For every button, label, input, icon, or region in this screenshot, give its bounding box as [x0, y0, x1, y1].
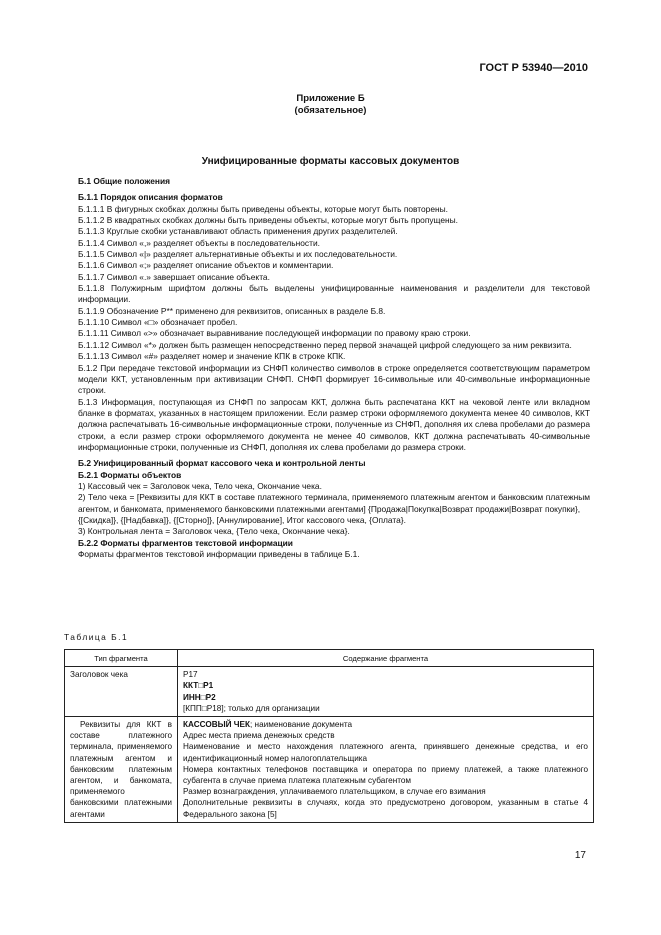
content-line: Р17: [183, 670, 198, 680]
list-item: Б.1.1.13 Символ «#» разделяет номер и значение КПК в строке КПК.: [78, 351, 346, 362]
receipt-title: КАССОВЫЙ ЧЕК: [183, 720, 250, 730]
list-item: Б.1.1.9 Обозначение Р** применено для реквизитов, описанных в разделе Б.8.: [78, 305, 386, 316]
fragment-type: Заголовок чека: [65, 667, 178, 717]
content-line: Дополнительные реквизиты в случаях, когда это предусмотрено договором, указанным в статье 4 Федерального закона [5]: [183, 798, 588, 819]
list-item: Б.1.1.1 В фигурных скобках должны быть приведены объекты, которые могут быть повторены.: [78, 203, 448, 214]
table-header-row: [65, 650, 594, 667]
section-heading-b22: Б.2.2 Форматы фрагментов текстовой информации: [78, 537, 293, 548]
main-title: Унифицированные форматы кассовых документов: [201, 156, 460, 167]
list-item: Б.1.1.3 Круглые скобки устанавливают область применения других разделителей.: [78, 226, 398, 237]
list-item: 1) Кассовый чек = Заголовок чека, Тело чека, Окончание чека.: [78, 480, 322, 491]
list-item: 3) Контрольная лента = Заголовок чека, {Тело чека, Окончание чека}.: [78, 526, 350, 537]
page-number: 17: [574, 850, 586, 861]
list-item: Б.1.1.2 В квадратных скобках должны быть приведены объекты, которые могут быть пропущены.: [78, 215, 458, 226]
content-line: Номера контактных телефонов поставщика и оператора по приему платежей, а также платежного субагента в случае приема платежа платежным субагентом: [183, 764, 588, 786]
fragment-content: [178, 717, 594, 823]
content-line: ИНН□Р2: [183, 692, 216, 702]
content-line: Наименование и место нахождения платежного агента, принявшего денежные средства, и его идентификационный номер налогоплательщика: [183, 742, 588, 763]
list-item: Б.1.1.10 Символ «□» обозначает пробел.: [78, 317, 238, 328]
content-line: [183, 719, 588, 730]
content-line: [КПП□Р18]; только для организации: [183, 703, 320, 713]
paragraph-b13: Б.1.3 Информация, поступающая из СНФП по запросам ККТ, должна быть распечатана ККТ на чековой ленте или вкладном бланке в форматах, указанных в настоящем приложении. Если размер строки оформляемого документа менее 40 символов, ККТ должна распечатывать 16-символьные информационные строки, полученные из СНФП, дополняя их слева пробелами до размера строки, а если размер строки оформляемого документа не менее 40 символов, ККТ должна распечатывать 40-символьные информационные строки, полученные из СНФП, дополняя их слева пробелами до размера строки.: [78, 396, 590, 452]
section-heading-b1: Б.1 Общие положения: [78, 176, 170, 186]
table-row: [65, 717, 594, 823]
paragraph-b12: Б.1.2 При передаче текстовой информации из СНФП количество символов в строке определяется соответствующим параметром модели ККТ, установленным при активизации СНФП. СНФП формирует 16-символьные или 40-символьные информационные строки.: [78, 362, 590, 396]
table-caption: Таблица Б.1: [64, 632, 129, 642]
document-code: ГОСТ Р 53940—2010: [479, 62, 588, 74]
fragment-type: Реквизиты для ККТ в составе платежного терминала, применяемого платежным агентом и банковским платежным агентом, и банкомата, применяемого банковскими платежными агентами: [65, 717, 178, 823]
document-body: [64, 176, 590, 560]
formats-table: [64, 649, 594, 823]
table-row: [65, 667, 594, 717]
column-header-content: Содержание фрагмента: [178, 650, 594, 667]
list-item: 2) Тело чека = [Реквизиты для ККТ в составе платежного терминала, применяемого платежным агентом и банковским платежным агентом, и банкомата, применяемого банковскими платежными агентами] {Продажа|Покупка|Возврат продажи|Возврат покупки},: [78, 492, 590, 514]
list-item: Б.1.1.7 Символ «.» завершает описание объекта.: [78, 271, 270, 282]
section-heading-b11: Б.1.1 Порядок описания форматов: [78, 192, 223, 203]
content-line: ККТ□Р1: [183, 681, 214, 691]
section-heading-b2: Б.2 Унифицированный формат кассового чека и контрольной ленты: [78, 458, 366, 469]
receipt-title-note: ; наименование документа: [250, 720, 353, 730]
section-heading-b21: Б.2.1 Форматы объектов: [78, 469, 182, 480]
fragment-content: [178, 667, 594, 717]
content-line: Размер вознаграждения, уплачиваемого плательщиком, в случае его взимания: [183, 787, 486, 797]
column-header-type: Тип фрагмента: [65, 650, 178, 667]
appendix-status: (обязательное): [294, 105, 367, 116]
paragraph-b22: Форматы фрагментов текстовой информации приведены в таблице Б.1.: [78, 549, 360, 559]
list-item: Б.1.1.11 Символ «>» обозначает выравнивание последующей информации по правому краю строки.: [78, 328, 471, 339]
list-item: Б.1.1.4 Символ «,» разделяет объекты в последовательности.: [78, 237, 320, 248]
appendix-title: Приложение Б: [296, 93, 365, 104]
list-item: {[Скидка]}, {[Надбавка]}, {[Сторно]}, [Аннулирование], Итог кассового чека, {Оплата}.: [78, 514, 406, 525]
list-item: Б.1.1.8 Полужирным шрифтом должны быть выделены унифицированные наименования и разделители для текстовой информации.: [78, 283, 590, 305]
list-item: Б.1.1.12 Символ «*» должен быть размещен непосредственно перед первой значащей цифрой следующего за ним реквизита.: [78, 339, 572, 350]
content-line: Адрес места приема денежных средств: [183, 731, 335, 741]
list-item: Б.1.1.6 Символ «;» разделяет описание объектов и комментарии.: [78, 260, 334, 271]
list-item: Б.1.1.5 Символ «|» разделяет альтернативные объекты и их последовательности.: [78, 249, 398, 260]
